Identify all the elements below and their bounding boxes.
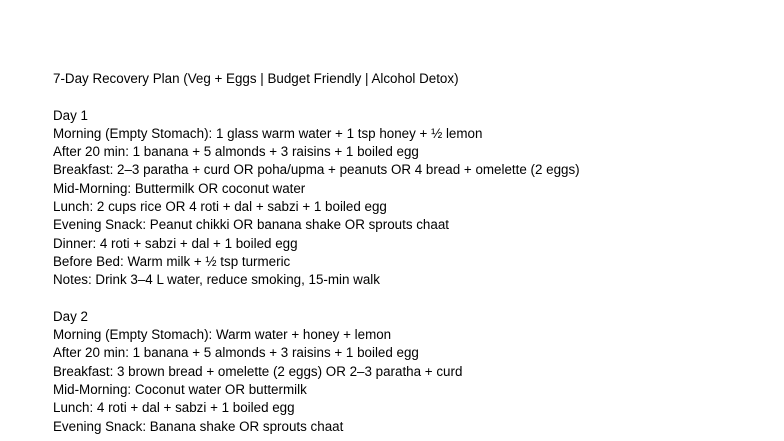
day-heading: Day 2 bbox=[53, 308, 88, 324]
plan-line-before-bed: Before Bed: Warm milk + ½ tsp turmeric bbox=[53, 253, 291, 269]
day-1-section bbox=[53, 107, 773, 290]
plan-line-dinner: Dinner: 4 roti + sabzi + dal + 1 boiled egg bbox=[53, 235, 298, 251]
plan-line-breakfast: Breakfast: 3 brown bread + omelette (2 eggs) OR 2–3 paratha + curd bbox=[53, 363, 463, 379]
plan-line-after-20-min: After 20 min: 1 banana + 5 almonds + 3 raisins + 1 boiled egg bbox=[53, 345, 419, 361]
plan-line-lunch: Lunch: 4 roti + dal + sabzi + 1 boiled egg bbox=[53, 400, 295, 416]
plan-line-mid-morning: Mid-Morning: Coconut water OR buttermilk bbox=[53, 382, 307, 398]
plan-line-breakfast: Breakfast: 2–3 paratha + curd OR poha/upma + peanuts OR 4 bread + omelette (2 eggs) bbox=[53, 162, 580, 178]
plan-line-after-20-min: After 20 min: 1 banana + 5 almonds + 3 raisins + 1 boiled egg bbox=[53, 144, 419, 160]
plan-line-evening-snack: Evening Snack: Peanut chikki OR banana shake OR sprouts chaat bbox=[53, 217, 449, 233]
day-2-section bbox=[53, 308, 773, 436]
plan-line-mid-morning: Mid-Morning: Buttermilk OR coconut water bbox=[53, 180, 306, 196]
plan-line-evening-snack: Evening Snack: Banana shake OR sprouts chaat bbox=[53, 418, 344, 434]
document-title: 7-Day Recovery Plan (Veg + Eggs | Budget Friendly | Alcohol Detox) bbox=[53, 71, 459, 86]
plan-line-morning: Morning (Empty Stomach): 1 glass warm water + 1 tsp honey + ½ lemon bbox=[53, 125, 483, 141]
plan-line-notes: Notes: Drink 3–4 L water, reduce smoking, 15-min walk bbox=[53, 272, 380, 288]
plan-line-morning: Morning (Empty Stomach): Warm water + honey + lemon bbox=[53, 327, 392, 343]
day-heading: Day 1 bbox=[53, 107, 88, 123]
plan-line-lunch: Lunch: 2 cups rice OR 4 roti + dal + sabzi + 1 boiled egg bbox=[53, 199, 387, 215]
document-page bbox=[53, 70, 773, 436]
